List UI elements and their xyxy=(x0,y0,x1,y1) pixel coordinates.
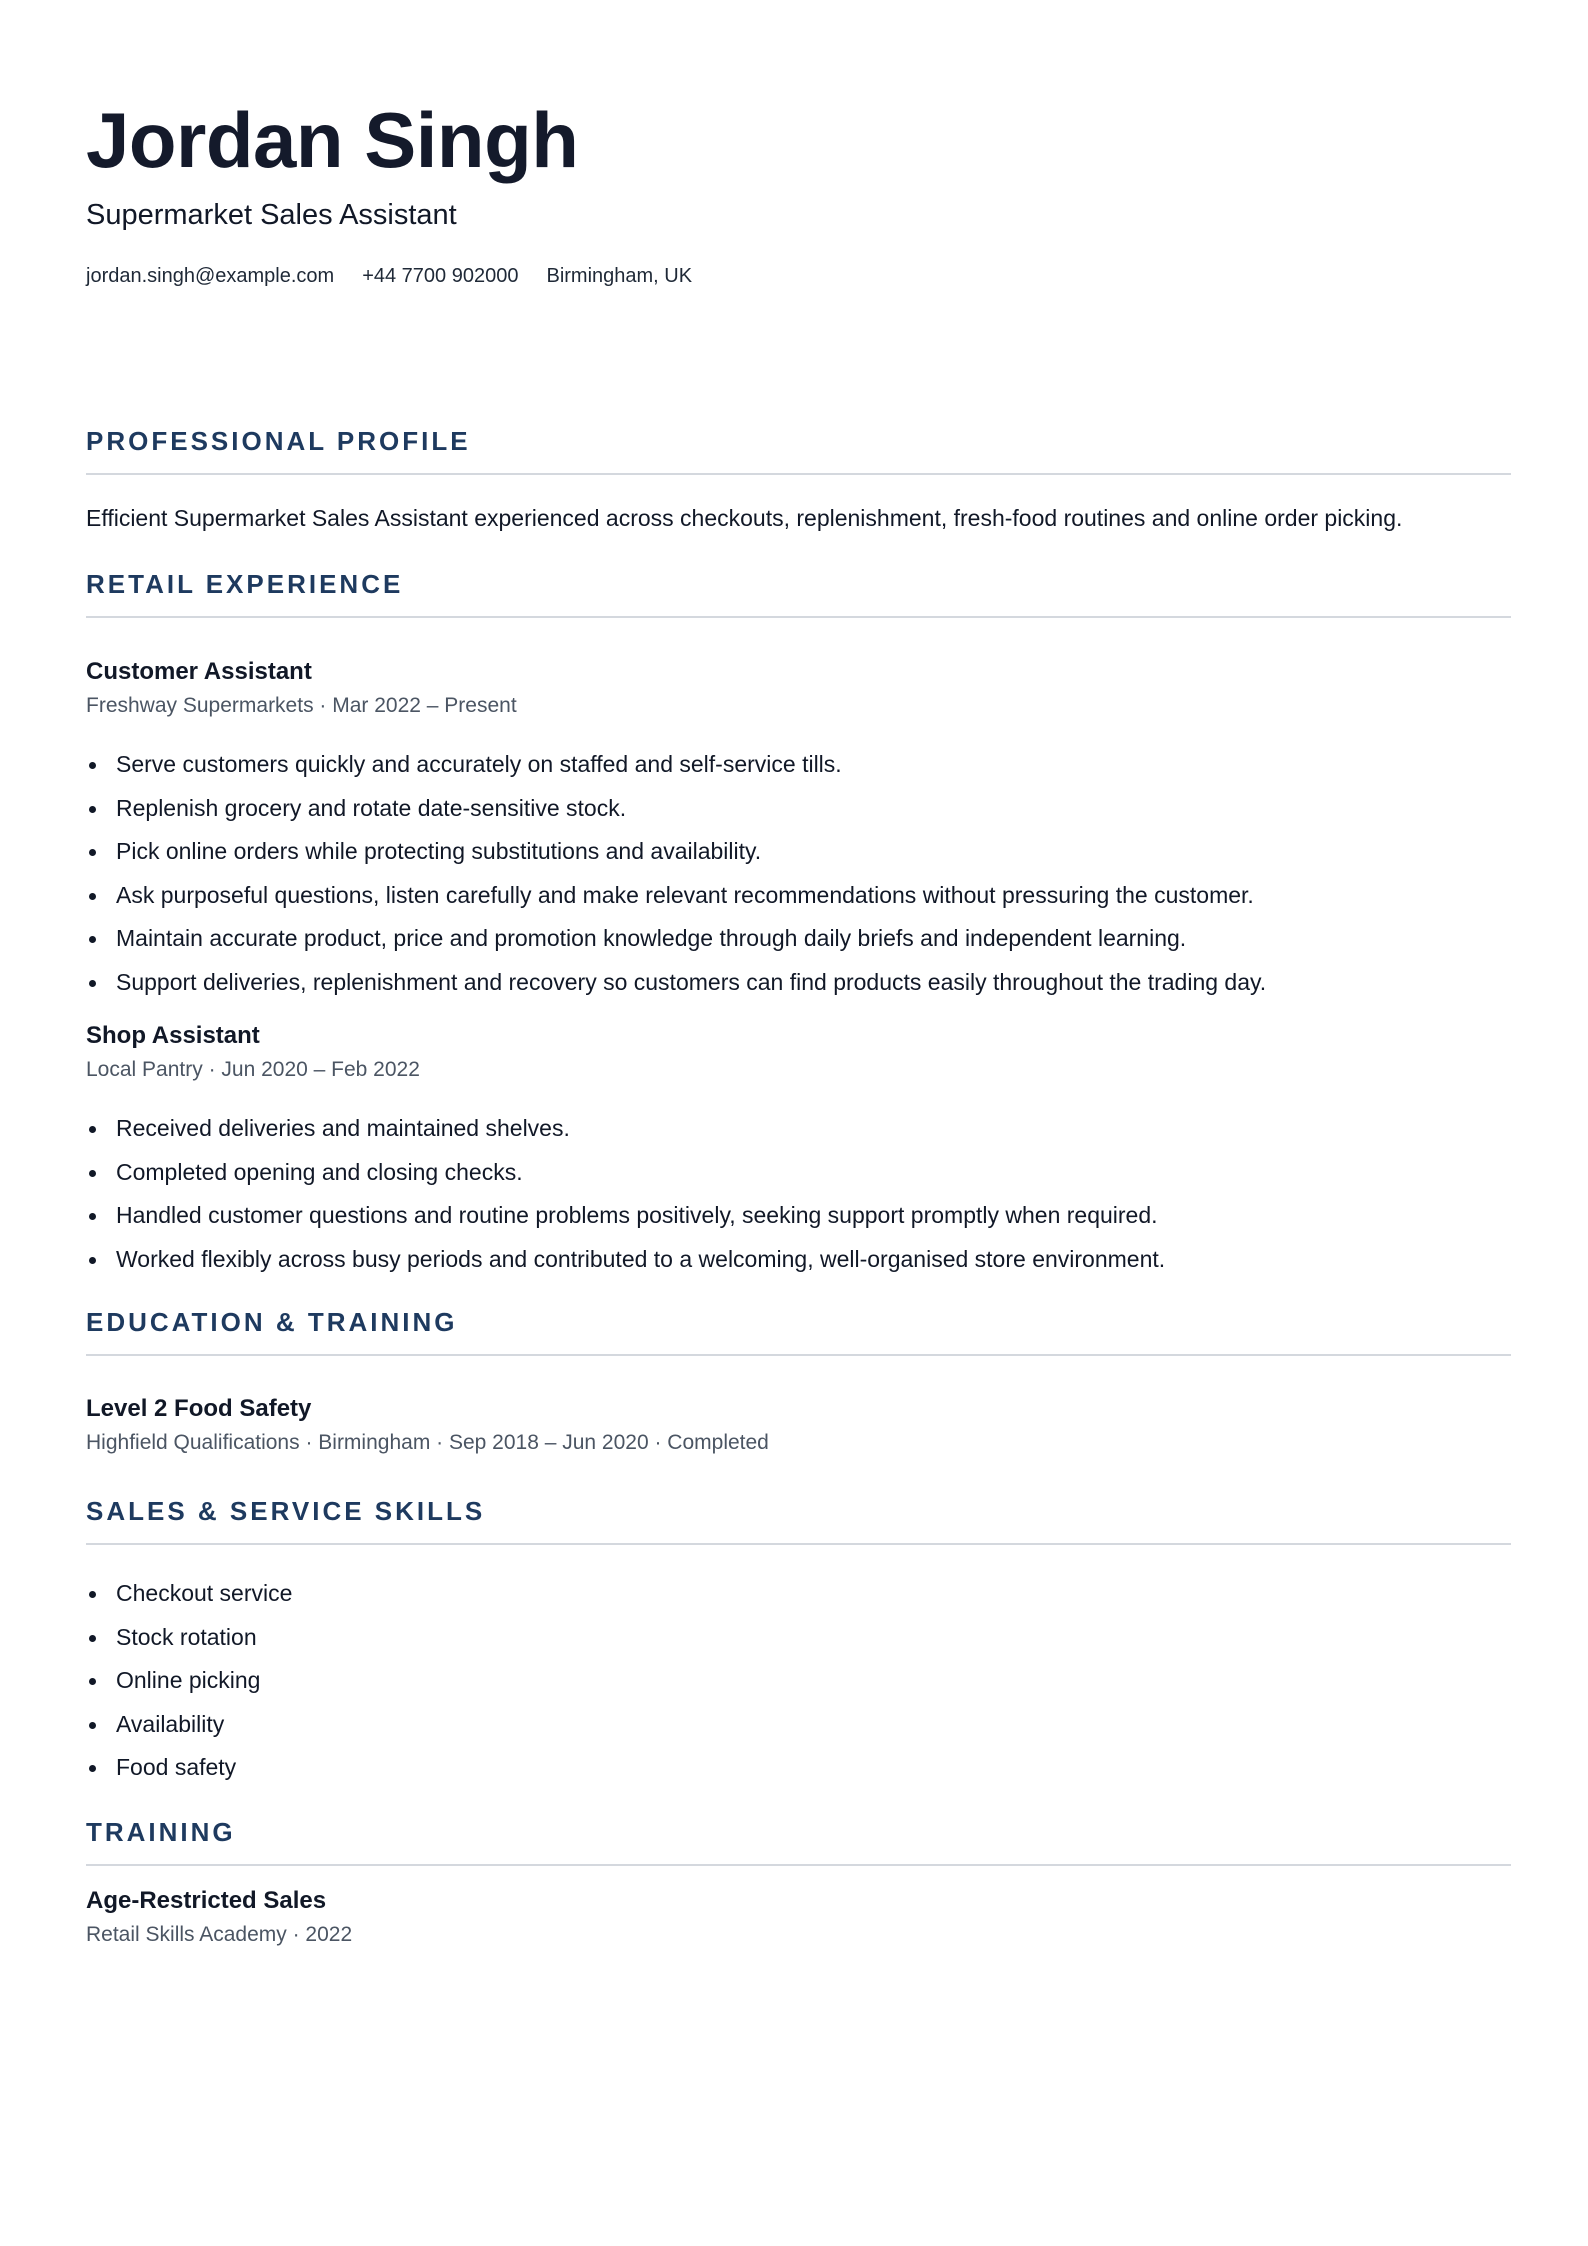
section-title-training: TRAINING xyxy=(86,1817,236,1847)
list-item: Replenish grocery and rotate date-sensitive stock. xyxy=(86,787,1266,831)
education-title: Level 2 Food Safety xyxy=(86,1395,312,1422)
skill-item: Stock rotation xyxy=(86,1616,292,1660)
list-item: Handled customer questions and routine problems positively, seeking support promptly when required. xyxy=(86,1194,1165,1238)
contact-location: Birmingham, UK xyxy=(546,265,693,287)
candidate-role: Supermarket Sales Assistant xyxy=(86,199,457,231)
section-title-skills: SALES & SERVICE SKILLS xyxy=(86,1496,486,1526)
list-item: Worked flexibly across busy periods and contributed to a welcoming, well-organised store environment. xyxy=(86,1238,1165,1282)
contact-email: jordan.singh@example.com xyxy=(86,265,335,287)
section-divider xyxy=(86,473,1511,475)
training-meta: Retail Skills Academy · 2022 xyxy=(86,1923,353,1946)
skill-item: Food safety xyxy=(86,1746,292,1790)
job-title: Shop Assistant xyxy=(86,1022,260,1049)
list-item: Support deliveries, replenishment and recovery so customers can find products easily throughout the trading day. xyxy=(86,961,1266,1005)
job-meta: Freshway Supermarkets · Mar 2022 – Present xyxy=(86,694,517,717)
section-divider xyxy=(86,1864,1511,1866)
section-divider xyxy=(86,616,1511,618)
skill-item: Online picking xyxy=(86,1659,292,1703)
training-title: Age-Restricted Sales xyxy=(86,1887,327,1914)
job-meta: Local Pantry · Jun 2020 – Feb 2022 xyxy=(86,1058,420,1081)
list-item: Ask purposeful questions, listen carefully and make relevant recommendations without pressuring the customer. xyxy=(86,874,1266,918)
skill-item: Availability xyxy=(86,1703,292,1747)
skill-item: Checkout service xyxy=(86,1572,292,1616)
profile-summary: Efficient Supermarket Sales Assistant experienced across checkouts, replenishment, fresh-food routines and online order picking. xyxy=(86,505,1403,531)
section-divider xyxy=(86,1354,1511,1356)
contact-phone: +44 7700 902000 xyxy=(362,265,519,287)
job-bullets xyxy=(86,743,1266,1005)
section-title-profile: PROFESSIONAL PROFILE xyxy=(86,426,471,456)
education-meta: Highfield Qualifications · Birmingham · Sep 2018 – Jun 2020 · Completed xyxy=(86,1431,769,1454)
list-item: Serve customers quickly and accurately on staffed and self-service tills. xyxy=(86,743,1266,787)
section-title-education: EDUCATION & TRAINING xyxy=(86,1307,458,1337)
skills-list xyxy=(86,1572,292,1790)
section-divider xyxy=(86,1543,1511,1545)
list-item: Received deliveries and maintained shelves. xyxy=(86,1107,1165,1151)
job-bullets xyxy=(86,1107,1165,1281)
candidate-name: Jordan Singh xyxy=(86,96,579,184)
list-item: Completed opening and closing checks. xyxy=(86,1151,1165,1195)
list-item: Pick online orders while protecting substitutions and availability. xyxy=(86,830,1266,874)
job-title: Customer Assistant xyxy=(86,658,312,685)
section-title-experience: RETAIL EXPERIENCE xyxy=(86,569,404,599)
list-item: Maintain accurate product, price and promotion knowledge through daily briefs and independent learning. xyxy=(86,917,1266,961)
contact-line xyxy=(86,262,692,290)
